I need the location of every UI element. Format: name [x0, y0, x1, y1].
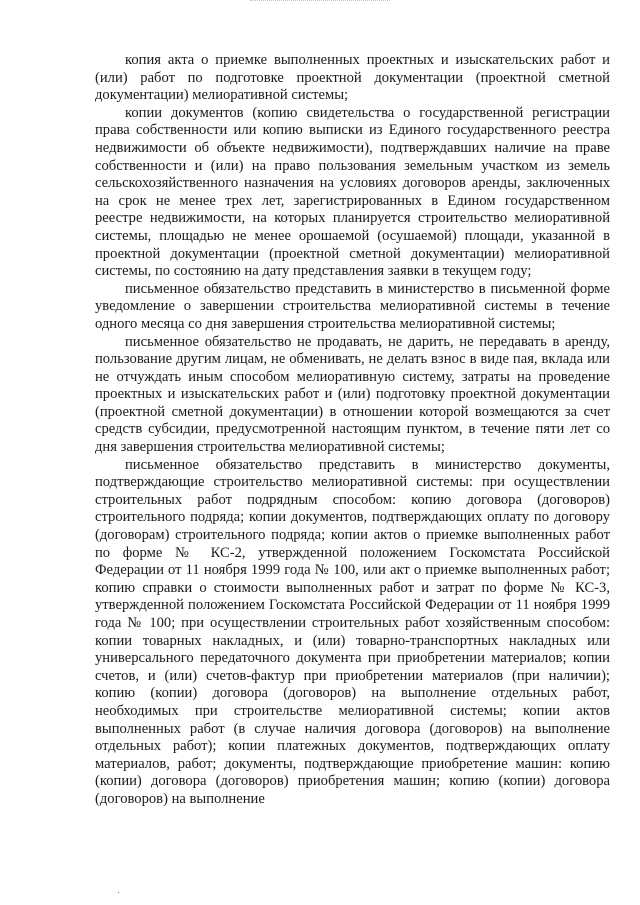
scan-artifact	[250, 0, 390, 7]
paragraph-notification-obligation: письменное обязательство представить в министерство в письменной форме уведомление о завершении строительства мелиоративной системы в течение одного месяца со дня завершения строительства мелиоративной системы;	[95, 280, 610, 332]
paragraph-land-documents: копии документов (копию свидетельства о государственной регистрации права собственности или копию выписки из Единого государственного реестра недвижимости об объекте недвижимости), подтверждавших наличие на праве собственности и (или) на право пользования земельным участком из земель сельскохозяйственного назначения на условиях договоров аренды, заключенных на срок не менее трех лет, зарегистрированных в Едином государственном реестре недвижимости, на которых планируется строительство мелиоративной системы, площадью не менее орошаемой (осушаемой) площади, указанной в проектной документации (проектной сметной документации) мелиоративной системы, по состоянию на дату представления заявки в текущем году;	[95, 104, 610, 280]
paragraph-act-copy: копия акта о приемке выполненных проектных и изыскательских работ и (или) работ по подготовке проектной документации (проектной сметной документации) мелиоративной системы;	[95, 52, 610, 104]
paragraph-no-alienation-obligation: письменное обязательство не продавать, не дарить, не передавать в аренду, пользование другим лицам, не обменивать, не делать взнос в виде пая, вклада или не отчуждать иным способом мелиоративную систему, затраты на проведение проектных и изыскательских работ и (или) подготовку проектной документации (проектной сметной документации) в отношении которой возмещаются за счет средств субсидии, предусмотренной настоящим пунктом, в течение пяти лет со дня завершения строительства мелиоративной системы;	[95, 333, 610, 456]
scan-speck: ·	[117, 888, 121, 899]
document-body	[95, 52, 610, 809]
paragraph-construction-documents-obligation: письменное обязательство представить в министерство документы, подтверждающие строительство мелиоративной системы: при осуществлении строительных работ подрядным способом: копию договора (договоров) строительного подряда; копии документов, подтверждающих оплату по договору (договорам) строительного подряда; копии актов о приемке выполненных работ по форме № КС-2, утвержденной положением Госкомстата Российской Федерации от 11 ноября 1999 года № 100, или акт о приемке выполненных работ; копию справки о стоимости выполненных работ и затрат по форме № КС-3, утвержденной положением Госкомстата Российской Федерации от 11 ноября 1999 года № 100; при осуществлении строительных работ хозяйственным способом: копии товарных накладных, и (или) товарно-транспортных накладных или универсального передаточного документа при приобретении материалов; копии счетов, и (или) счетов-фактур при приобретении материалов (при наличии); копию (копии) договора (договоров) на выполнение отдельных работ, необходимых при строительстве мелиоративной системы; копии актов выполненных работ (в случае наличия договора (договоров) на выполнение отдельных работ); копии платежных документов, подтверждающих оплату материалов, работ; документы, подтверждающие приобретение машин: копию (копии) договора (договоров) приобретения машин; копию (копии) договора (договоров) на выполнение	[95, 456, 610, 807]
